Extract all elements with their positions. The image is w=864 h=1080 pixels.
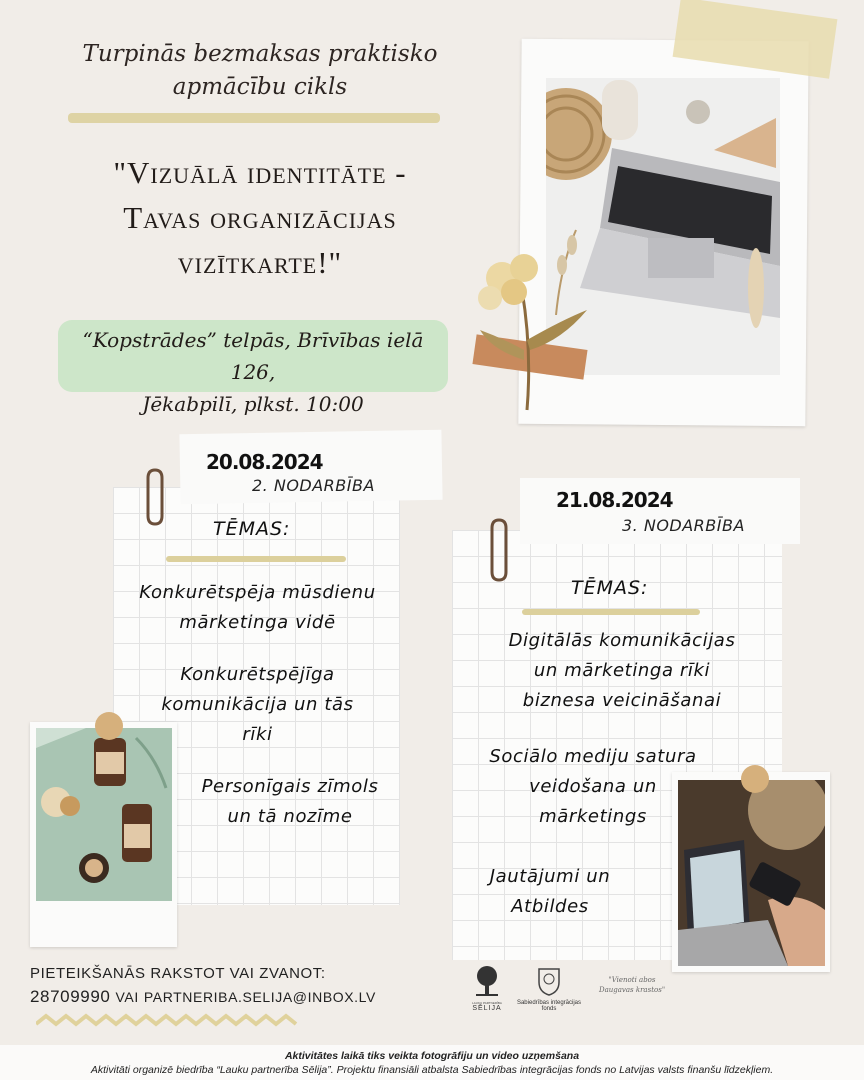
event-title bbox=[60, 150, 460, 285]
fund-label-line-2: fonds bbox=[541, 1006, 557, 1012]
session-2-date: 21.08.2024 bbox=[556, 488, 673, 512]
subtitle bbox=[60, 38, 460, 104]
location-line-1: “Kopstrādes” telpās, Brīvības ielā 126, bbox=[82, 328, 424, 384]
grass-decoration-icon bbox=[546, 225, 596, 315]
session-2-label: 3. NODARBĪBA bbox=[622, 516, 745, 535]
email-link[interactable]: PARTNERIBA.SELIJA@INBOX.LV bbox=[143, 989, 376, 1005]
zigzag-decoration bbox=[36, 1012, 298, 1030]
slogan-line-2: Daugavas krastos" bbox=[598, 986, 666, 994]
location-line-2: Jēkabpilī, plkst. 10:00 bbox=[142, 392, 364, 416]
contact-label: PIETEIKŠANĀS RAKSTOT VAI ZVANOT: bbox=[30, 965, 326, 982]
selija-label: SĒLIJA bbox=[472, 1005, 502, 1012]
session-2-topic-3: Jautājumi un Atbildes bbox=[489, 866, 611, 917]
coat-of-arms-icon bbox=[536, 966, 562, 996]
session-1-heading-tape bbox=[166, 556, 346, 562]
phone-number[interactable]: 28709990 bbox=[30, 987, 111, 1006]
subtitle-line-1: Turpinās bezmaksas praktisko bbox=[82, 41, 438, 67]
tree-logo-icon bbox=[472, 965, 502, 997]
session-2-topic-1: Digitālās komunikācijas un mārketinga rīki biznesa veicināšanai bbox=[508, 630, 736, 711]
subtitle-underline-tape bbox=[68, 113, 440, 123]
wooden-pin-icon bbox=[741, 765, 769, 793]
contact-or: VAI bbox=[115, 989, 139, 1005]
hand-phone-photo bbox=[678, 780, 825, 966]
session-1-label: 2. NODARBĪBA bbox=[252, 476, 375, 495]
title-line-2: Tavas organizācijas bbox=[123, 200, 397, 235]
fund-logo bbox=[516, 966, 582, 1012]
session-1-topic-1: Konkurētspēja mūsdienu mārketinga vidē bbox=[139, 582, 376, 633]
slogan-line-1: "Vienoti abos bbox=[608, 976, 656, 984]
paperclip-icon bbox=[140, 468, 170, 526]
wooden-pin-icon bbox=[95, 712, 123, 740]
session-1-topics-heading: TĒMAS: bbox=[213, 518, 291, 540]
session-2-topic-2: Sociālo mediju satura veidošana un mārketings bbox=[489, 746, 697, 827]
location-text bbox=[58, 324, 448, 420]
subtitle-line-2: apmācību cikls bbox=[172, 74, 348, 100]
session-1-topic-2: Konkurētspējīga komunikācija un tās rīki bbox=[161, 664, 354, 745]
session-1-topic-3: Personīgais zīmols un tā nozīme bbox=[201, 776, 379, 827]
paperclip-icon bbox=[484, 518, 514, 582]
cosmetics-photo bbox=[36, 728, 172, 901]
footer-line-2: Aktivitāti organizē biedrība “Lauku partnerība Sēlija”. Projektu finansiāli atbalsta Sabiedrības integrācijas fonds no Latvijas valsts finanšu līdzekļiem. bbox=[90, 1064, 774, 1076]
session-2-topics-heading: TĒMAS: bbox=[571, 577, 649, 599]
selija-small-label: LAUKU PARTNERĪBA bbox=[472, 1001, 502, 1005]
footer-line-1: Aktivitātes laikā tiks veikta fotogrāfiju un video uzņemšana bbox=[284, 1050, 580, 1062]
contact-line bbox=[30, 987, 376, 1007]
title-line-3: vizītkarte!" bbox=[177, 245, 343, 280]
fund-label-line-1: Sabiedrības integrācijas bbox=[516, 1000, 582, 1006]
session-2-heading-tape bbox=[522, 609, 700, 615]
session-1-date: 20.08.2024 bbox=[206, 450, 323, 474]
slogan-logo bbox=[592, 975, 672, 995]
title-line-1: "Vizuālā identitāte - bbox=[113, 155, 407, 190]
selija-logo bbox=[468, 965, 506, 1012]
